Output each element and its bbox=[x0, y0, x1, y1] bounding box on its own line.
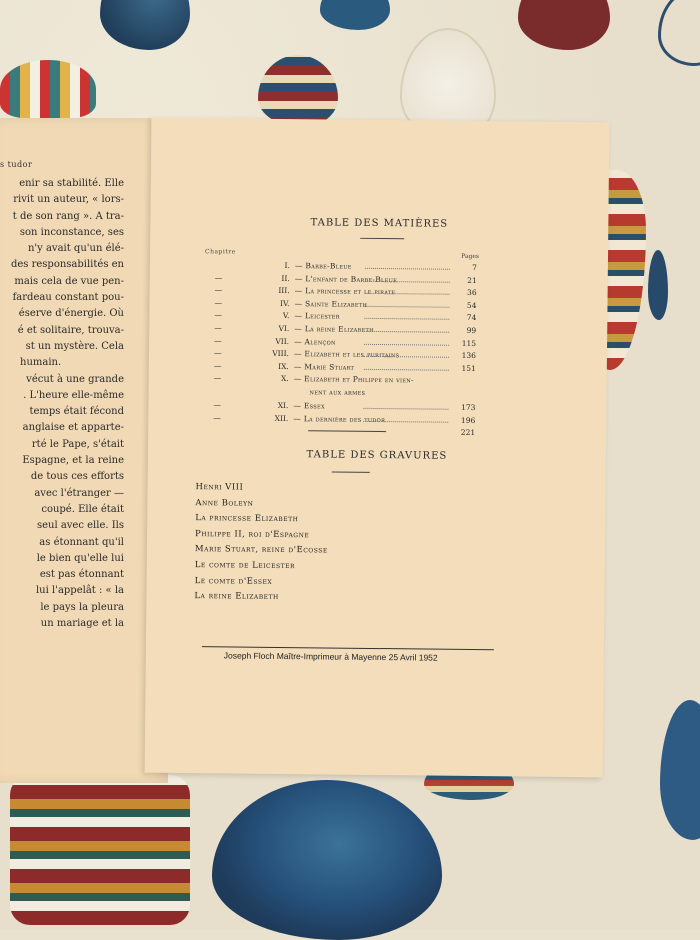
fish-pattern bbox=[660, 700, 700, 840]
entry-title: — Sainte Elizabeth bbox=[294, 298, 368, 309]
text-line: anglaise et apparte- bbox=[22, 422, 124, 434]
colophon-rule bbox=[202, 646, 494, 650]
title-rule bbox=[332, 472, 370, 473]
text-line: vécut à une grande bbox=[26, 373, 124, 385]
text-line: t de son rang ». A tra- bbox=[12, 210, 124, 222]
engraving-item: La princesse Elizabeth bbox=[195, 513, 299, 525]
entry-marker: — bbox=[214, 272, 223, 282]
text-line: fardeau constant pou- bbox=[12, 292, 124, 304]
entry-number: III. bbox=[278, 286, 290, 296]
entry-page: 74 bbox=[466, 313, 477, 323]
text-line: temps était fécond bbox=[29, 406, 124, 418]
text-line: seul avec elle. Ils bbox=[36, 520, 124, 532]
entry-title: — La princesse et le pirate bbox=[294, 286, 396, 297]
text-line: enir sa stabilité. Elle bbox=[19, 178, 124, 189]
text-line: n'y avait qu'un élé- bbox=[27, 243, 124, 255]
engraving-item: Le comte d'Essex bbox=[194, 575, 273, 587]
text-line: st un mystère. Cela bbox=[25, 340, 124, 352]
entry-page: 196 bbox=[460, 415, 476, 425]
toc-title: TABLE DES MATIÈRES bbox=[310, 217, 449, 230]
text-line: humain. bbox=[20, 357, 62, 369]
engraving-item: Marie Stuart, reine d'Ecosse bbox=[194, 544, 328, 556]
text-line: lui l'appelât : « la bbox=[35, 585, 124, 597]
fish-pattern bbox=[258, 55, 338, 127]
entry-number: X. bbox=[280, 374, 289, 384]
entry-page: 99 bbox=[466, 325, 477, 336]
text-line: rté le Pape, s'était bbox=[31, 438, 124, 450]
engraving-item: Philippe II, roi d'Espagne bbox=[195, 528, 310, 541]
dot-leader bbox=[363, 408, 448, 410]
right-page bbox=[145, 118, 610, 778]
entry-title: — Elizabeth et Philippe en vien- bbox=[293, 374, 414, 385]
entry-title: — Barbe-Bleue bbox=[294, 261, 352, 271]
entry-number: VIII. bbox=[272, 349, 290, 359]
engraving-item: Anne Boleyn bbox=[195, 497, 254, 509]
text-line: avec l'étranger — bbox=[34, 487, 124, 499]
text-line: le bien qu'elle lui bbox=[36, 552, 124, 564]
entry-marker: — bbox=[213, 373, 222, 383]
text-line: as étonnant qu'il bbox=[39, 536, 124, 548]
text-line: mais cela de vue pen- bbox=[14, 275, 124, 287]
entry-page: 115 bbox=[461, 338, 477, 348]
entry-page: 21 bbox=[467, 275, 477, 285]
fish-pattern bbox=[100, 0, 190, 50]
text-line: Espagne, et la reine bbox=[22, 455, 124, 467]
entry-title: — Marie Stuart bbox=[293, 361, 355, 372]
left-page bbox=[0, 118, 168, 783]
text-line: de tous ces efforts bbox=[30, 471, 124, 483]
entry-marker: — bbox=[213, 361, 222, 371]
text-line: un mariage et la bbox=[40, 618, 124, 630]
printer-colophon: Joseph Floch Maître-Imprimeur à Mayenne 25 Avril 1952 bbox=[223, 650, 438, 663]
dot-leader bbox=[364, 343, 449, 345]
entry-page: 54 bbox=[466, 300, 477, 310]
text-line: coupé. Elle était bbox=[41, 503, 124, 515]
entry-page: 136 bbox=[461, 351, 477, 361]
entry-title: — La reine Elizabeth bbox=[294, 324, 374, 334]
entry-marker: — bbox=[214, 335, 222, 345]
fish-pattern bbox=[10, 775, 190, 925]
entry-title: — La dernière des tudor bbox=[293, 413, 386, 424]
entry-number: VI. bbox=[278, 323, 290, 334]
fish-pattern bbox=[518, 0, 610, 50]
entry-number: IV. bbox=[280, 298, 290, 308]
entry-number: XII. bbox=[274, 413, 289, 423]
dot-leader bbox=[364, 318, 449, 320]
engraving-item: Le comte de Leicester bbox=[194, 560, 296, 572]
text-line: son inconstance, ses bbox=[19, 226, 124, 238]
entry-number: II. bbox=[281, 273, 290, 283]
entry-marker: — bbox=[214, 298, 223, 308]
entry-marker: — bbox=[214, 310, 222, 320]
entry-marker: — bbox=[213, 400, 221, 410]
fish-pattern bbox=[648, 250, 668, 320]
table-of-contents bbox=[203, 246, 480, 441]
dot-leader bbox=[365, 268, 450, 270]
entry-page: 221 bbox=[460, 428, 476, 438]
chapter-label: Chapitre bbox=[205, 248, 236, 256]
entry-title: — Alençon bbox=[294, 336, 336, 347]
entry-number: V. bbox=[282, 311, 290, 321]
text-line: est pas étonnant bbox=[39, 569, 124, 581]
entry-page: 173 bbox=[461, 402, 476, 412]
dot-leader bbox=[364, 306, 449, 308]
fish-pattern bbox=[212, 780, 442, 940]
dot-leader bbox=[364, 331, 449, 333]
entry-number: IX. bbox=[278, 361, 289, 371]
entry-marker: — bbox=[214, 285, 223, 295]
entry-page: 151 bbox=[461, 363, 476, 373]
entry-page: 36 bbox=[467, 288, 477, 298]
text-line: . L'heure elle-même bbox=[23, 389, 124, 401]
gravures-title: TABLE DES GRAVURES bbox=[306, 449, 448, 462]
entry-number: I. bbox=[284, 261, 290, 271]
entry-page: 7 bbox=[472, 262, 477, 273]
entry-title: — Essex bbox=[293, 401, 325, 411]
engraving-item: La reine Elizabeth bbox=[194, 591, 279, 603]
entry-title: — Leicester bbox=[294, 311, 340, 321]
fish-pattern bbox=[658, 0, 700, 66]
entry-marker: — bbox=[213, 412, 221, 422]
entry-marker: — bbox=[214, 323, 222, 333]
entry-title: — Elizabeth et les puritains bbox=[293, 349, 400, 360]
pages-label: Pages bbox=[461, 252, 480, 261]
fish-pattern bbox=[320, 0, 390, 30]
running-head: s tudor bbox=[0, 160, 33, 169]
list-of-engravings bbox=[194, 480, 328, 606]
engraving-item: Henri VIII bbox=[195, 482, 244, 493]
text-line: éserve d'énergie. Où bbox=[18, 308, 124, 320]
entry-marker: — bbox=[213, 348, 222, 358]
dot-leader bbox=[364, 369, 449, 371]
entry-number: VII. bbox=[275, 336, 290, 346]
entry-title-continued: nent aux armes bbox=[309, 387, 366, 397]
text-line: des responsabilités en bbox=[10, 259, 124, 271]
title-rule bbox=[360, 238, 404, 239]
entry-title: — L'enfant de Barbe-Bleue bbox=[294, 273, 398, 284]
text-line: le pays la pleura bbox=[40, 601, 124, 613]
left-page-text bbox=[0, 176, 124, 632]
text-line: é et solitaire, trouva- bbox=[17, 324, 124, 336]
text-line: rivit un auteur, « lors- bbox=[13, 194, 124, 206]
fish-pattern bbox=[0, 60, 96, 118]
entry-number: XI. bbox=[277, 400, 289, 411]
toc-entry bbox=[203, 425, 476, 440]
